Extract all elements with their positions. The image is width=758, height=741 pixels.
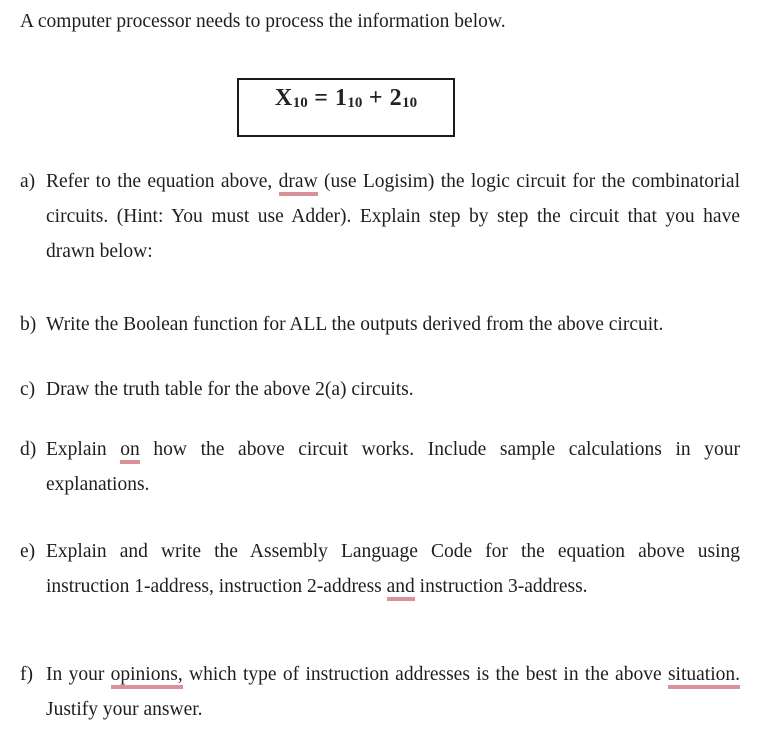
item-e-line-1 xyxy=(46,534,740,569)
item-label-f: f) xyxy=(20,664,33,685)
item-label-c: c) xyxy=(20,379,36,400)
item-e-line-2 xyxy=(46,569,740,604)
item-label-a: a) xyxy=(20,171,36,192)
question-item-a xyxy=(20,164,740,269)
question-item-c xyxy=(20,372,740,407)
text-segment: Refer to the equation above, xyxy=(46,171,279,192)
question-item-b xyxy=(20,307,740,342)
equation-lhs: X xyxy=(274,85,293,111)
text-segment: which type of instruction addresses is the best in the above xyxy=(182,664,668,685)
item-label-d: d) xyxy=(20,439,37,460)
misspelled-word-and: and xyxy=(387,576,415,601)
item-c-line-1 xyxy=(46,372,740,407)
text-segment: explanations. xyxy=(46,474,150,495)
intro-sentence: A computer processor needs to process the information below. xyxy=(20,11,506,32)
text-segment: Draw the truth table for the above 2(a) circuits. xyxy=(46,379,414,400)
text-segment: drawn below: xyxy=(46,241,153,262)
item-label-e: e) xyxy=(20,541,36,562)
question-item-e xyxy=(20,534,740,604)
text-segment: circuits. (Hint: You must use Adder). Explain step by step the circuit that you have xyxy=(46,206,740,227)
equation-operand1-subscript: 10 xyxy=(347,95,363,112)
equation-plus: + xyxy=(362,85,390,111)
misspelled-word-situation: situation. xyxy=(668,664,740,689)
text-segment: instruction 3-address. xyxy=(414,576,588,597)
item-label-b: b) xyxy=(20,314,37,335)
equation-text xyxy=(239,80,453,117)
misspelled-word-on: on xyxy=(120,439,140,464)
text-segment: Explain and write the Assembly Language Code for the equation above using xyxy=(46,541,740,562)
question-item-f xyxy=(20,657,740,727)
equation-operand1: 1 xyxy=(334,85,348,111)
item-a-line-1 xyxy=(46,164,740,199)
misspelled-word-draw: draw xyxy=(279,171,318,196)
question-item-d xyxy=(20,432,740,502)
equation-operand2-subscript: 10 xyxy=(402,95,418,112)
misspelled-word-opinions: opinions, xyxy=(111,664,183,689)
text-segment: Write the Boolean function for ALL the outputs derived from the above circuit. xyxy=(46,314,664,335)
item-a-line-3 xyxy=(46,234,740,269)
text-segment: (use Logisim) the logic circuit for the combinatorial xyxy=(317,171,740,192)
text-segment: instruction 1-address, instruction 2-address xyxy=(46,576,387,597)
text-segment: In your xyxy=(46,664,111,685)
equation-operand2: 2 xyxy=(389,85,403,111)
item-d-line-1 xyxy=(46,432,740,467)
text-segment: Justify your answer. xyxy=(46,699,203,720)
item-b-line-1 xyxy=(46,307,740,342)
equation-box xyxy=(237,78,455,137)
text-segment: Explain xyxy=(46,439,121,460)
equation-equals: = xyxy=(307,85,335,111)
text-segment: how the above circuit works. Include sample calculations in your xyxy=(139,439,741,460)
item-d-line-2 xyxy=(46,467,740,502)
item-f-line-1 xyxy=(46,657,740,692)
equation-lhs-subscript: 10 xyxy=(292,95,308,112)
item-a-line-2 xyxy=(46,199,740,234)
item-f-line-2 xyxy=(46,692,740,727)
